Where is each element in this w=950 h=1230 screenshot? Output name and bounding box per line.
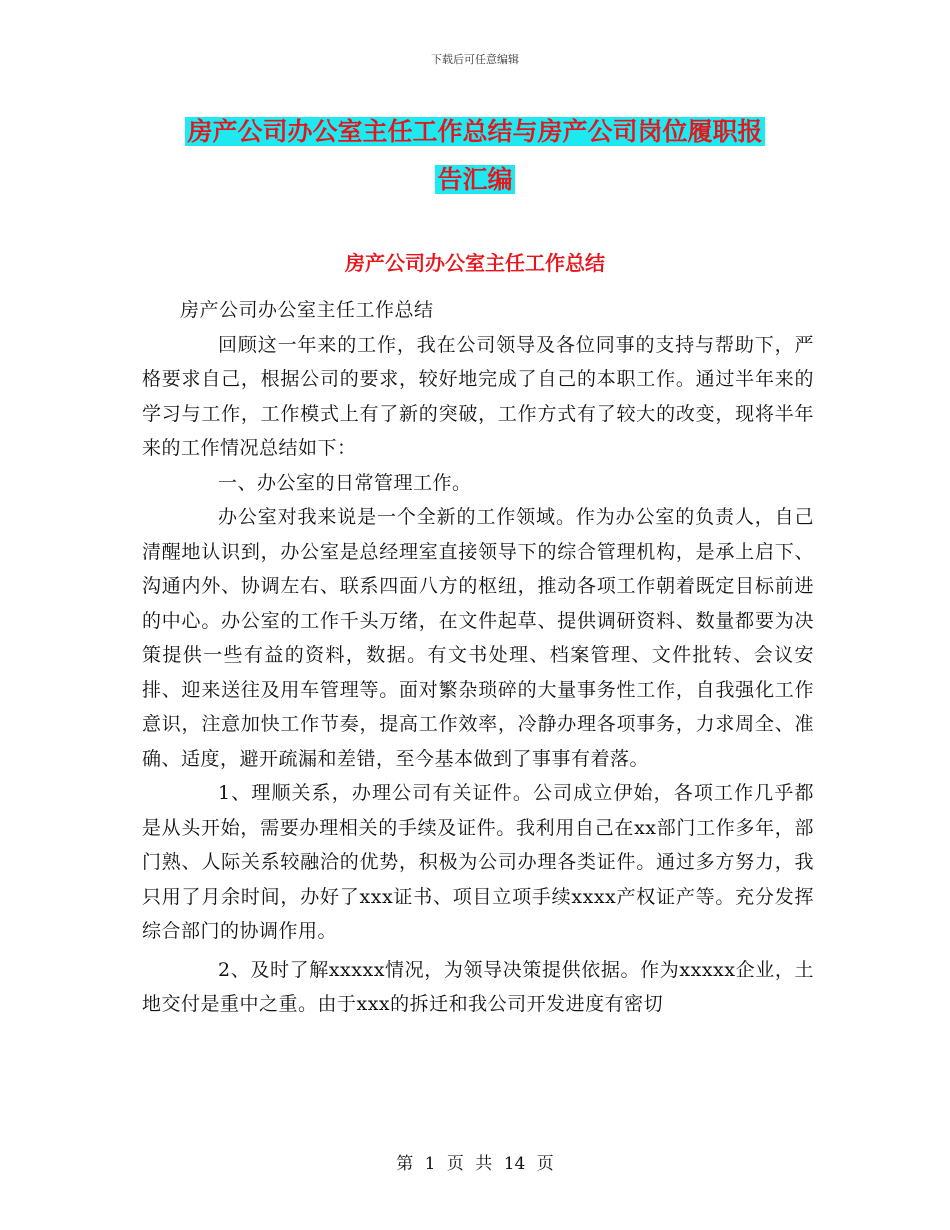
document-title-line-2: 告汇编	[437, 165, 513, 194]
header-note: 下载后可任意编辑	[431, 53, 519, 66]
paragraph-office-work: 办公室对我来说是一个全新的工作领域。作为办公室的负责人，自己清醒地认识到，办公室是总经理室直接领导下的综合管理机构，是承上启下、沟通内外、协调左右、联系四面八方的枢纽，推动各项工作朝着既定目标前进的中心。办公室的工作千头万绪，在文件起草、提供调研资料、数量都要为决策提供一些有益的资料，数据。有文书处理、档案管理、文件批转、会议安排、迎来送往及用车管理等。面对繁杂琐碎的大量事务性工作，自我强化工作意识，注意加快工作节奏，提高工作效率，冷静办理各项事务，力求周全、准确、适度，避开疏漏和差错，至今基本做到了事事有着落。	[142, 506, 814, 770]
document-title-line-1: 房产公司办公室主任工作总结与房产公司岗位履职报	[187, 117, 763, 146]
document-title	[140, 108, 810, 204]
paragraph-item-two: 2、及时了解xxxxx情况，为领导决策提供依据。作为xxxxx企业，土地交付是重中之重。由于xxx的拆迁和我公司开发进度有密切	[142, 958, 814, 1015]
paragraph-review: 回顾这一年来的工作，我在公司领导及各位同事的支持与帮助下，严格要求自己，根据公司的要求，较好地完成了自己的本职工作。通过半年来的学习与工作，工作模式上有了新的突破，工作方式有了较大的改变，现将半年来的工作情况总结如下：	[142, 333, 814, 459]
paragraph-section-one: 一、办公室的日常管理工作。	[218, 471, 472, 494]
paragraph-subheading: 房产公司办公室主任工作总结	[180, 299, 434, 321]
section-title: 房产公司办公室主任工作总结	[345, 251, 605, 275]
paragraph-item-one: 1、理顺关系，办理公司有关证件。公司成立伊始，各项工作几乎都是从头开始，需要办理相关的手续及证件。我利用自己在xx部门工作多年，部门熟、人际关系较融洽的优势，积极为公司办理各类证件。通过多方努力，我只用了月余时间，办好了xxx证书、项目立项手续xxxx产权证产等。充分发挥综合部门的协调作用。	[142, 782, 814, 942]
document-body	[142, 293, 814, 1022]
page-footer: 第 1 页 共 14 页	[396, 1154, 554, 1174]
